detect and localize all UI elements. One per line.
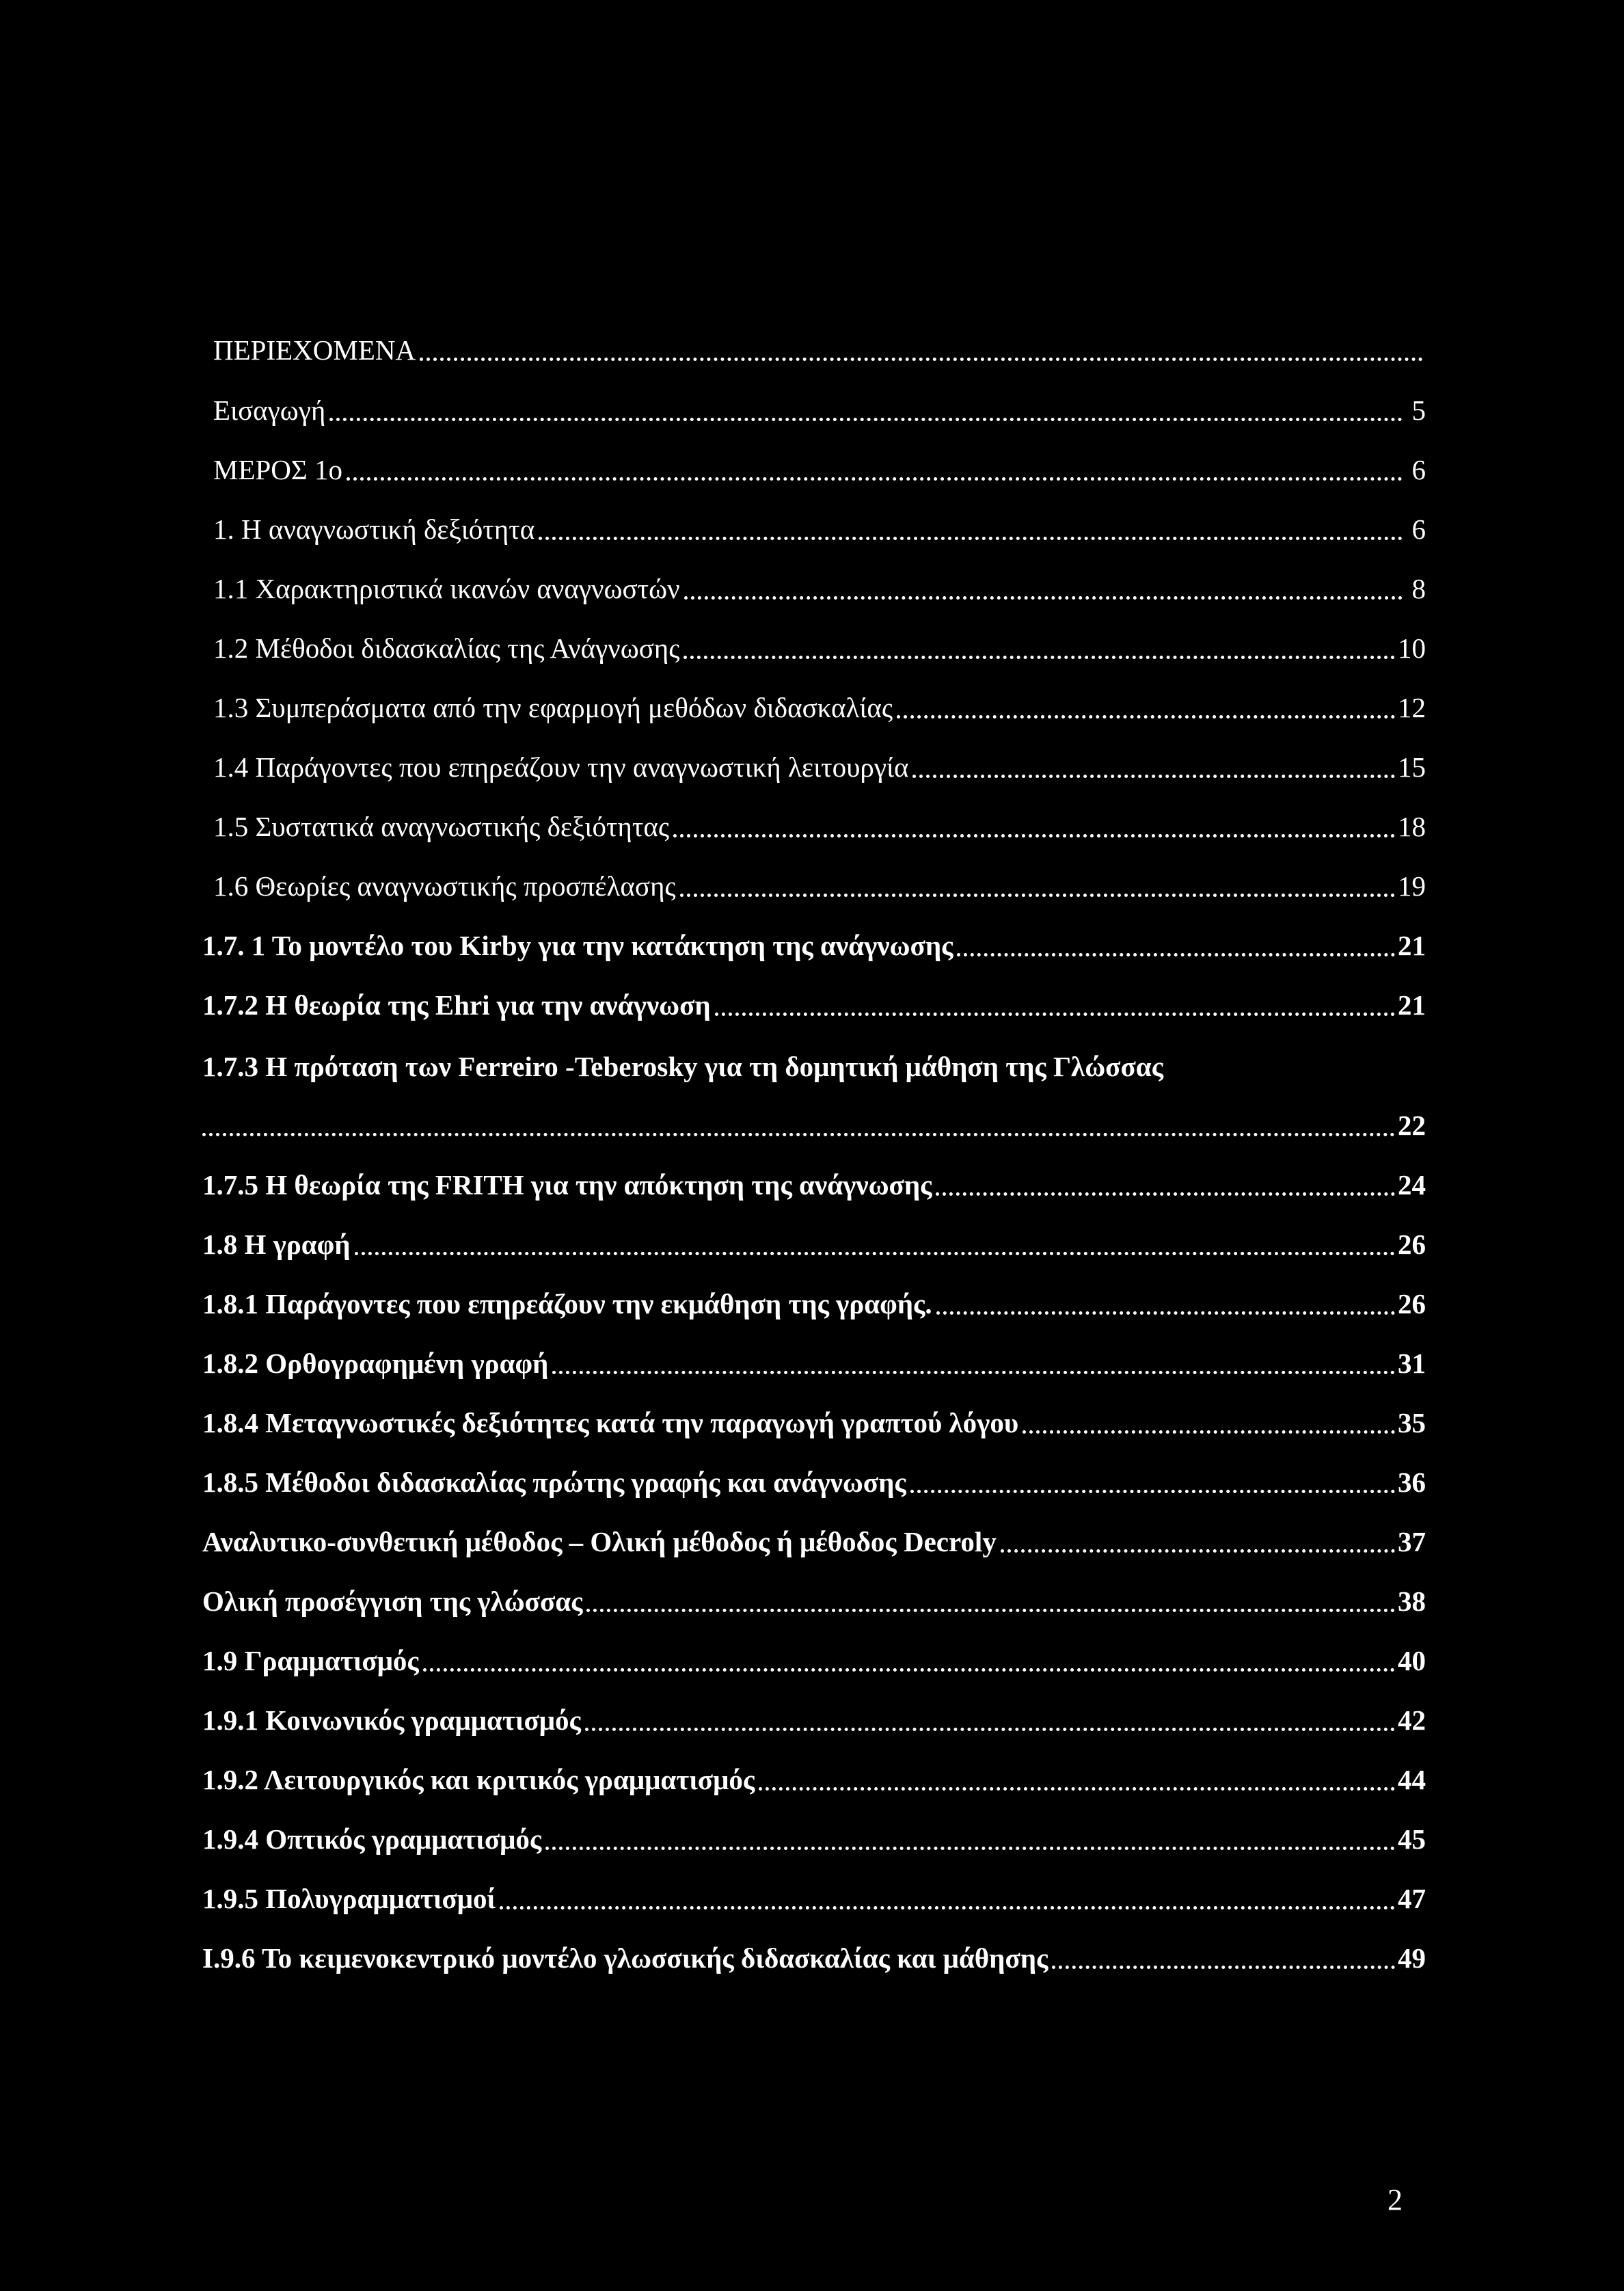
toc-entry[interactable] bbox=[213, 449, 1426, 490]
toc-entry-page: 26 bbox=[1398, 1288, 1426, 1319]
toc-entry-page: 40 bbox=[1398, 1645, 1426, 1676]
toc-entry-page: 6 bbox=[1411, 513, 1426, 545]
toc-leader-dots bbox=[585, 1728, 1395, 1731]
toc-entry[interactable] bbox=[202, 1878, 1426, 1919]
toc-entry-title: 1.4 Παράγοντες που επηρεάζουν την αναγνωστική λειτουργία bbox=[213, 751, 909, 783]
toc-entry-title: 1.7.2 Η θεωρία της Ehri για την ανάγνωση bbox=[202, 989, 711, 1021]
toc-entry-page: 49 bbox=[1398, 1942, 1426, 1974]
toc-entry[interactable] bbox=[202, 1521, 1426, 1562]
toc-entry-title: 1.5 Συστατικά αναγνωστικής δεξιότητας bbox=[213, 811, 670, 842]
toc-leader-dots bbox=[355, 1252, 1395, 1255]
toc-leader-dots bbox=[552, 1371, 1395, 1374]
toc-entry[interactable] bbox=[202, 984, 1426, 1026]
toc-leader-dots bbox=[759, 1787, 1395, 1791]
toc-entry-page: 38 bbox=[1398, 1585, 1426, 1617]
toc-leader-dots bbox=[684, 656, 1395, 659]
toc-entry-title: 1.8.1 Παράγοντες που επηρεάζουν την εκμάθηση της γραφής. bbox=[202, 1288, 932, 1319]
toc-entry-page: 18 bbox=[1398, 811, 1426, 842]
toc-entry[interactable] bbox=[213, 568, 1426, 609]
toc-entry-page: 44 bbox=[1398, 1764, 1426, 1795]
toc-entry-title: 1.8.2 Ορθογραφημένη γραφή bbox=[202, 1348, 549, 1379]
toc-entry[interactable] bbox=[202, 1700, 1426, 1741]
toc-leader-dots bbox=[347, 477, 1403, 481]
toc-entry-page: 36 bbox=[1398, 1466, 1426, 1498]
toc-entry[interactable] bbox=[202, 1938, 1426, 1979]
toc-entry[interactable] bbox=[202, 1640, 1426, 1681]
toc-entry-page: 21 bbox=[1398, 930, 1426, 961]
toc-leader-dots bbox=[715, 1013, 1395, 1016]
toc-entry[interactable] bbox=[213, 509, 1426, 550]
toc-entry-title[interactable]: 1.7.3 Η πρόταση των Ferreiro -Teberosky για τη δομητική μάθηση της Γλώσσας bbox=[202, 1051, 1163, 1082]
toc-entry[interactable] bbox=[213, 687, 1426, 728]
toc-entry-page: 47 bbox=[1398, 1883, 1426, 1914]
toc-leader-dots bbox=[545, 1847, 1395, 1850]
toc-entry-title: 1.9.1 Κοινωνικός γραμματισμός bbox=[202, 1704, 581, 1736]
toc-entry[interactable] bbox=[202, 1581, 1426, 1622]
toc-entry-page: 5 bbox=[1411, 394, 1426, 426]
toc-entry[interactable] bbox=[202, 1224, 1426, 1265]
toc-leader-dots bbox=[202, 1133, 1395, 1136]
toc-entry-continuation[interactable] bbox=[202, 1105, 1426, 1146]
toc-entry-title: 1.7. 1 Το μοντέλο του Kirby για την κατάκτηση της ανάγνωσης bbox=[202, 930, 953, 961]
toc-entry-page: 6 bbox=[1411, 454, 1426, 485]
toc-leader-dots bbox=[936, 1192, 1395, 1196]
toc-entry-page: 15 bbox=[1398, 751, 1426, 783]
toc-leader-dots bbox=[423, 1668, 1395, 1672]
toc-entry-page: 37 bbox=[1398, 1526, 1426, 1557]
toc-entry-title: 1.8 Η γραφή bbox=[202, 1229, 351, 1260]
toc-entry-page: 21 bbox=[1398, 989, 1426, 1021]
toc-entry-page: 24 bbox=[1398, 1169, 1426, 1201]
toc-leader-dots bbox=[673, 834, 1395, 838]
toc-leader-dots bbox=[329, 418, 1403, 421]
toc-entry-page: 22 bbox=[1398, 1110, 1426, 1141]
toc-entry[interactable] bbox=[202, 1462, 1426, 1503]
toc-entry-page: 35 bbox=[1398, 1407, 1426, 1438]
toc-leader-dots bbox=[1001, 1549, 1395, 1553]
toc-heading: ΠΕΡΙΕΧΟΜΕΝΑ bbox=[213, 334, 416, 366]
toc-entry-title: 1.9.2 Λειτουργικός και κριτικός γραμματισμός bbox=[202, 1764, 755, 1795]
toc-leader-dots bbox=[420, 358, 1423, 361]
toc-entry-page: 45 bbox=[1398, 1823, 1426, 1855]
toc-entry[interactable] bbox=[202, 1283, 1426, 1324]
toc-entry-title: 1.1 Χαρακτηριστικά ικανών αναγνωστών bbox=[213, 573, 680, 604]
toc-entry[interactable] bbox=[213, 866, 1426, 907]
toc-leader-dots bbox=[680, 894, 1395, 897]
toc-entry-title: Αναλυτικο-συνθετική μέθοδος – Ολική μέθοδος ή μέθοδος Decroly bbox=[202, 1526, 997, 1557]
toc-entry[interactable] bbox=[202, 1402, 1426, 1443]
toc-leader-dots bbox=[539, 537, 1403, 540]
toc-leader-dots bbox=[684, 596, 1403, 600]
toc-entry-title: 1.9.5 Πολυγραμματισμοί bbox=[202, 1883, 496, 1914]
toc-entry-title: ΜΕΡΟΣ 1ο bbox=[213, 454, 343, 485]
toc-entry-title: 1.8.5 Μέθοδοι διδασκαλίας πρώτης γραφής και ανάγνωσης bbox=[202, 1466, 906, 1498]
toc-entry-page: 26 bbox=[1398, 1229, 1426, 1260]
toc-heading-row bbox=[213, 330, 1426, 371]
toc-entry[interactable] bbox=[202, 1759, 1426, 1800]
toc-entry-page: 8 bbox=[1411, 573, 1426, 604]
toc-entry-title: 1.2 Μέθοδοι διδασκαλίας της Ανάγνωσης bbox=[213, 632, 680, 664]
toc-entry[interactable] bbox=[213, 806, 1426, 847]
toc-leader-dots bbox=[910, 1490, 1395, 1493]
toc-entry-title: 1.6 Θεωρίες αναγνωστικής προσπέλασης bbox=[213, 870, 676, 902]
toc-entry-title: 1.9 Γραμματισμός bbox=[202, 1645, 419, 1676]
toc-entry-title: 1.7.5 Η θεωρία της FRITH για την απόκτηση της ανάγνωσης bbox=[202, 1169, 932, 1201]
toc-entry-page: 19 bbox=[1398, 870, 1426, 902]
toc-entry-page: 31 bbox=[1398, 1348, 1426, 1379]
toc-entry-title: Ολική προσέγγιση της γλώσσας bbox=[202, 1585, 583, 1617]
toc-leader-dots bbox=[500, 1906, 1395, 1910]
toc-entry-page: 10 bbox=[1398, 632, 1426, 664]
toc-leader-dots bbox=[912, 775, 1395, 778]
toc-leader-dots bbox=[936, 1311, 1395, 1315]
toc-entry[interactable] bbox=[202, 1164, 1426, 1205]
toc-entry-title: 1.8.4 Μεταγνωστικές δεξιότητες κατά την παραγωγή γραπτού λόγου bbox=[202, 1407, 1019, 1438]
toc-entry-title: 1.9.4 Οπτικός γραμματισμός bbox=[202, 1823, 542, 1855]
toc-entry[interactable] bbox=[202, 1343, 1426, 1384]
toc-entry[interactable] bbox=[202, 925, 1426, 966]
toc-entry-title: Εισαγωγή bbox=[213, 394, 326, 426]
toc-entry[interactable] bbox=[213, 747, 1426, 788]
toc-entry[interactable] bbox=[213, 390, 1426, 431]
toc-leader-dots bbox=[586, 1609, 1395, 1612]
toc-entry-page: 42 bbox=[1398, 1704, 1426, 1736]
toc-entry-title: 1. Η αναγνωστική δεξιότητα bbox=[213, 513, 535, 545]
toc-entry-title: 1.3 Συμπεράσματα από την εφαρμογή μεθόδων διδασκαλίας bbox=[213, 692, 893, 723]
toc-leader-dots bbox=[1052, 1966, 1395, 1969]
toc-entry-title: Ι.9.6 Το κειμενοκεντρικό μοντέλο γλωσσικής διδασκαλίας και μάθησης bbox=[202, 1942, 1048, 1974]
page-number: 2 bbox=[1388, 2183, 1403, 2216]
toc-leader-dots bbox=[1023, 1430, 1395, 1434]
toc-entry[interactable] bbox=[202, 1819, 1426, 1860]
toc-entry-page: 12 bbox=[1398, 692, 1426, 723]
toc-leader-dots bbox=[957, 953, 1395, 956]
toc-entry[interactable] bbox=[213, 628, 1426, 669]
toc-leader-dots bbox=[897, 715, 1395, 719]
